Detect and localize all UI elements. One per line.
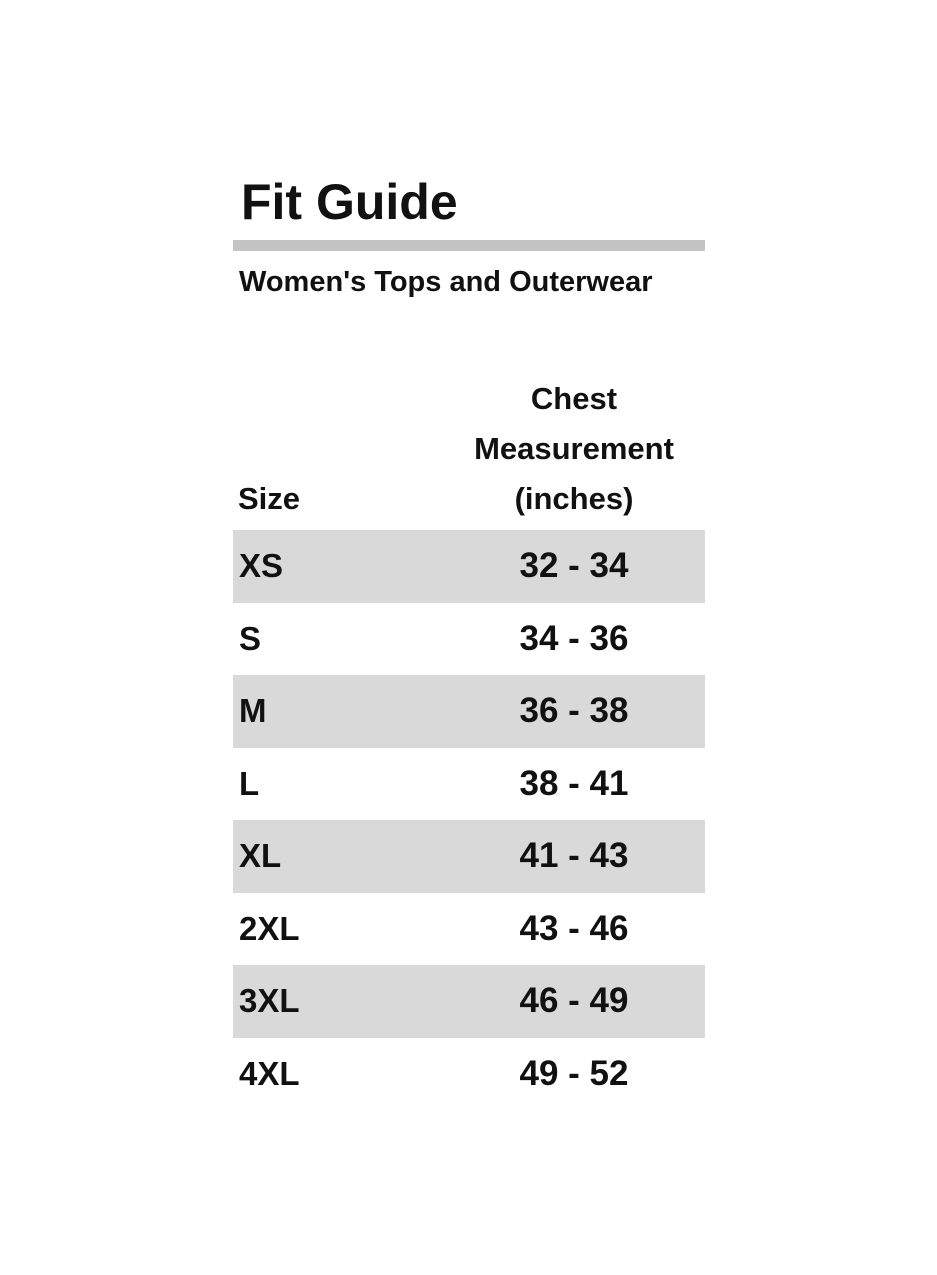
- title-divider: [233, 240, 705, 251]
- size-table: [233, 381, 705, 1110]
- chest-cell: 34 - 36: [519, 618, 629, 658]
- size-cell: 2XL: [239, 909, 300, 947]
- column-header-chest-line: (inches): [514, 481, 634, 516]
- size-cell: XS: [239, 547, 284, 585]
- size-cell: 3XL: [239, 982, 300, 1020]
- chest-cell: 32 - 34: [519, 546, 629, 586]
- table-row: [233, 530, 705, 603]
- column-header-chest-line: Measurement: [474, 431, 674, 466]
- size-cell: XL: [239, 837, 282, 875]
- size-cell: S: [239, 619, 262, 657]
- page-title: Fit Guide: [241, 174, 458, 230]
- chest-cell: 49 - 52: [519, 1053, 629, 1093]
- table-row: [233, 748, 705, 821]
- column-header-chest: [433, 374, 705, 524]
- size-cell: L: [239, 764, 260, 802]
- page-subtitle: Women's Tops and Outerwear: [239, 266, 653, 298]
- size-cell: 4XL: [239, 1054, 300, 1092]
- size-cell: M: [239, 692, 267, 730]
- chest-cell: 43 - 46: [519, 908, 629, 948]
- column-header-chest-line: Chest: [530, 381, 618, 416]
- chest-cell: 36 - 38: [519, 691, 629, 731]
- table-body: [233, 530, 705, 1110]
- table-row: [233, 675, 705, 748]
- chest-cell: 38 - 41: [519, 763, 629, 803]
- table-row: [233, 603, 705, 676]
- chest-cell: 46 - 49: [519, 981, 629, 1021]
- column-header-size: Size: [238, 481, 301, 516]
- table-row: [233, 820, 705, 893]
- table-row: [233, 1038, 705, 1111]
- table-header: [233, 381, 705, 524]
- table-row: [233, 965, 705, 1038]
- fit-guide: [233, 170, 705, 1110]
- table-row: [233, 893, 705, 966]
- chest-cell: 41 - 43: [519, 836, 629, 876]
